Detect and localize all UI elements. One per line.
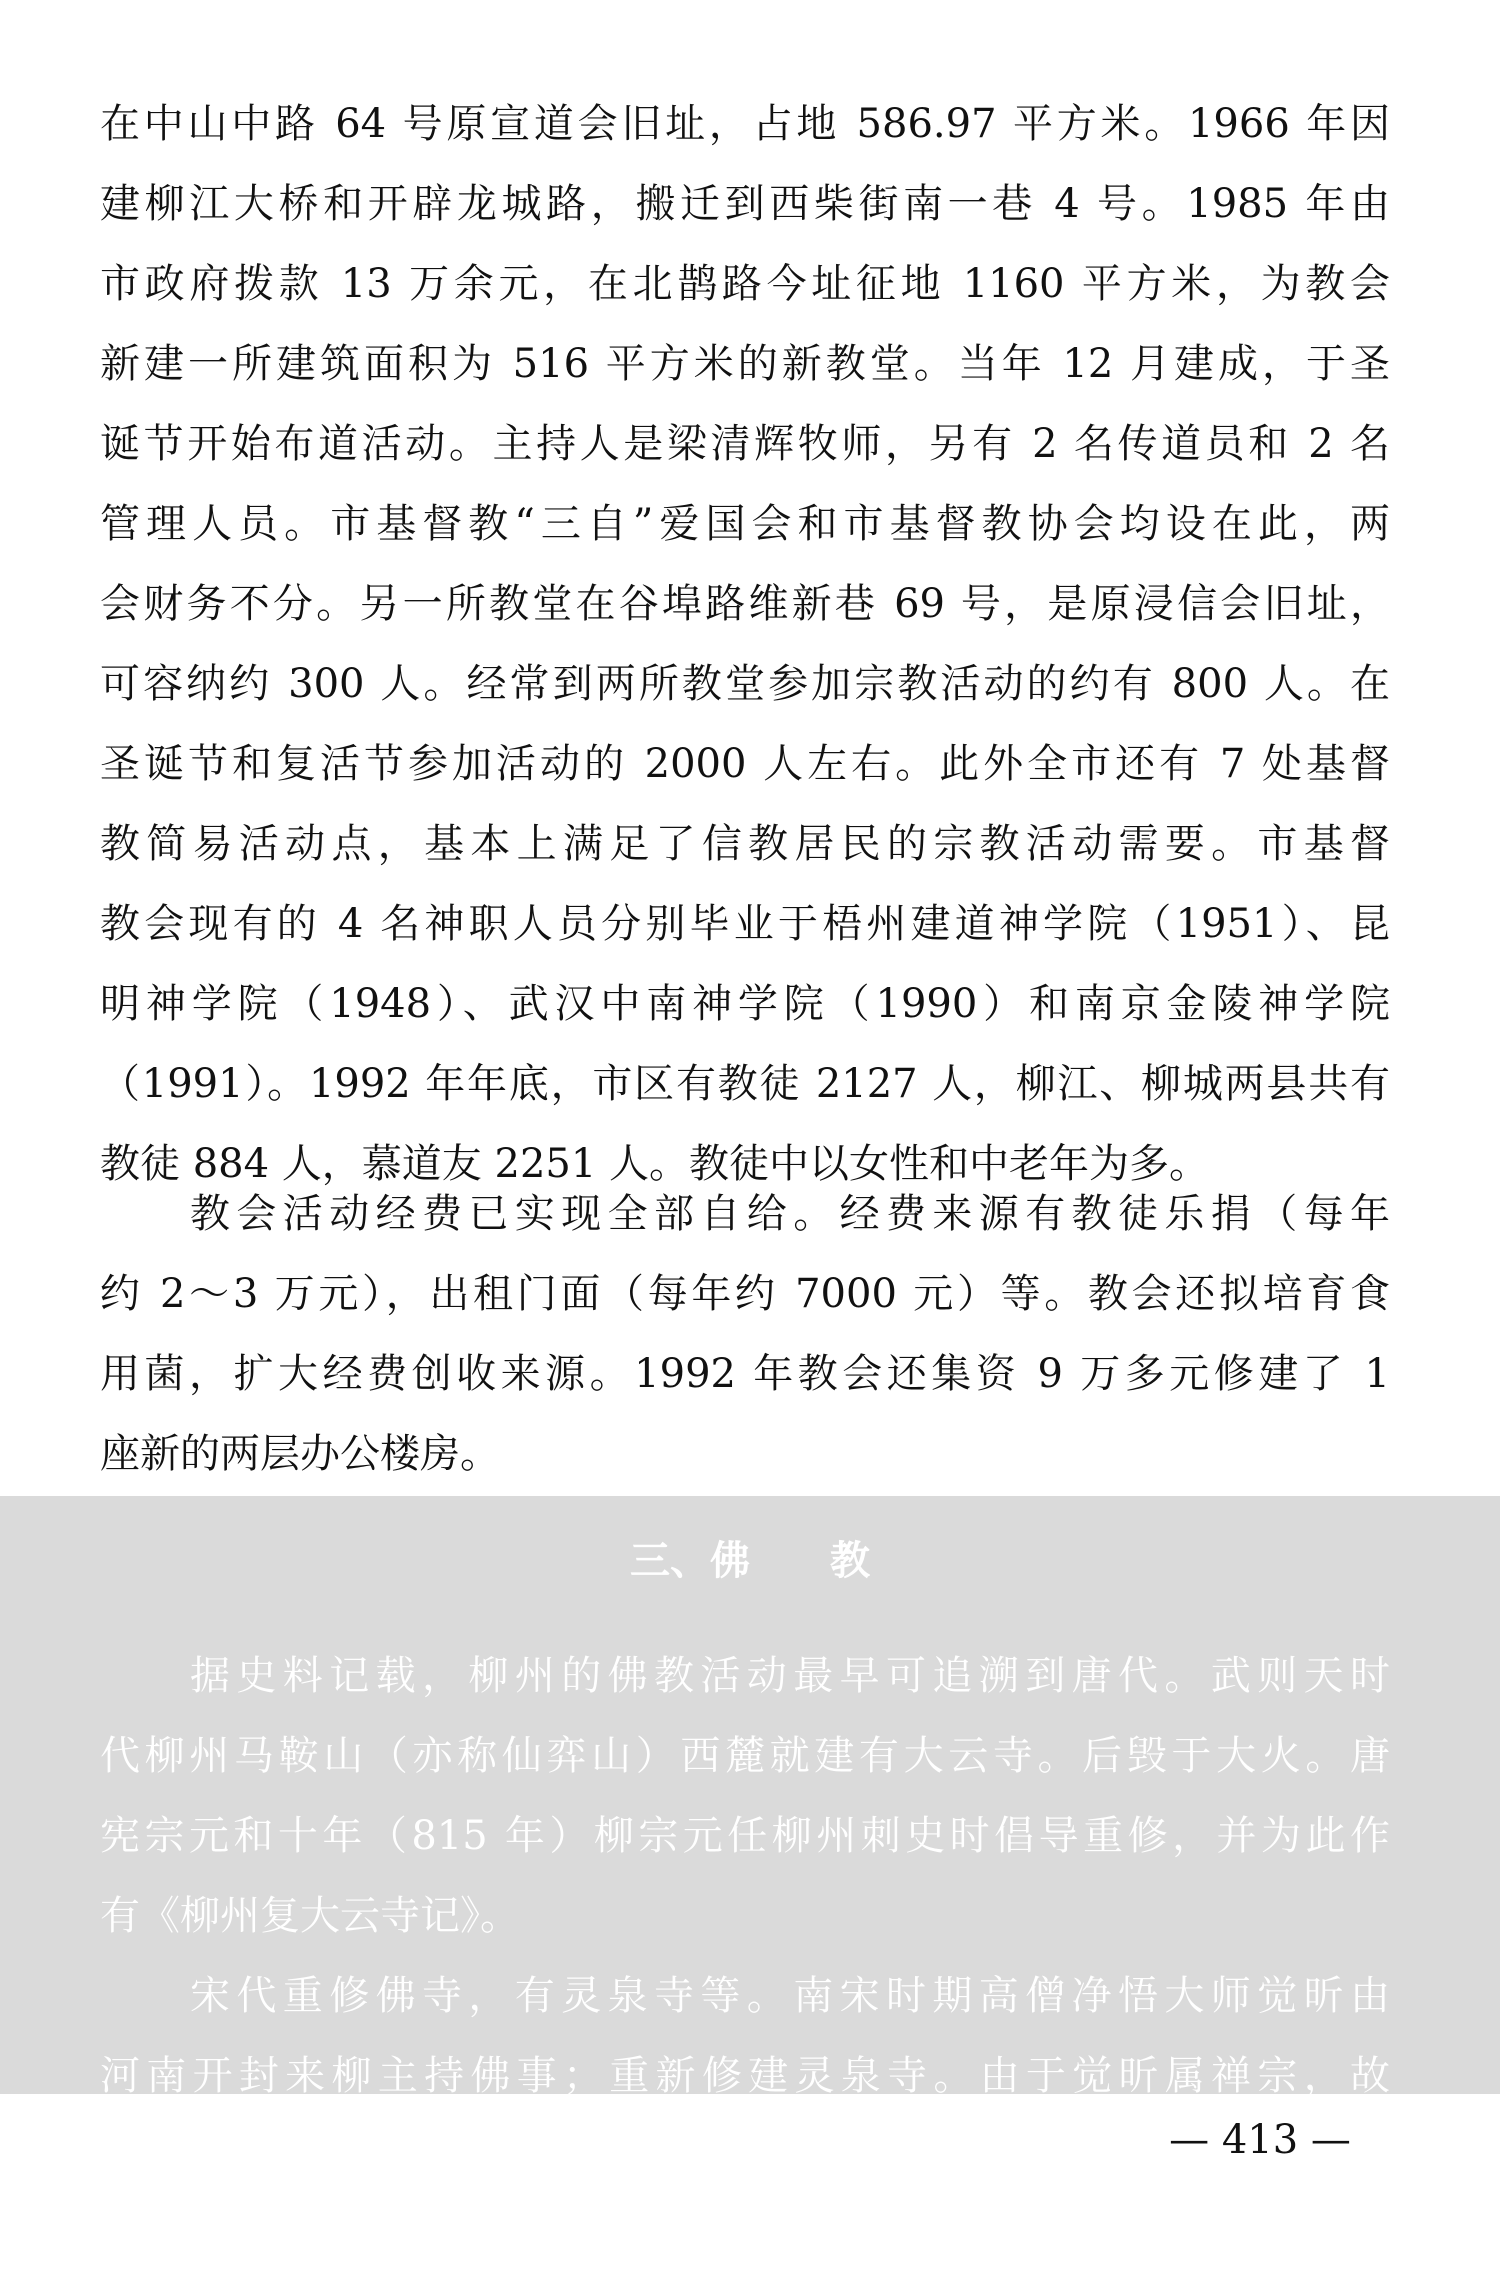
text-line: 明神学院（1948）、武汉中南神学院（1990）和南京金陵神学院 <box>100 981 1390 1027</box>
section-heading: 三、佛 教 <box>630 1537 870 1584</box>
text-line: 教会活动经费已实现全部自给。经费来源有教徒乐捐（每年 <box>190 1191 1390 1237</box>
body-paragraph-2 <box>100 1174 1390 1494</box>
text-line: 约 2～3 万元），出租门面（每年约 7000 元）等。教会还拟培育食 <box>100 1271 1390 1317</box>
text-line: 据史料记载，柳州的佛教活动最早可追溯到唐代。武则天时 <box>190 1653 1390 1699</box>
text-line: 管理人员。市基督教“三自”爱国会和市基督教协会均设在此，两 <box>100 501 1390 547</box>
text-line: （1991）。1992 年年底，市区有教徒 2127 人，柳江、柳城两县共有 <box>100 1061 1390 1107</box>
text-line: 教会现有的 4 名神职人员分别毕业于梧州建道神学院（1951）、昆 <box>100 901 1390 947</box>
text-line: 代柳州马鞍山（亦称仙弈山）西麓就建有大云寺。后毁于大火。唐 <box>100 1733 1390 1779</box>
section-paragraph-2 <box>100 1956 1390 2116</box>
text-line: 教简易活动点，基本上满足了信教居民的宗教活动需要。市基督 <box>100 821 1390 867</box>
text-line: 可容纳约 300 人。经常到两所教堂参加宗教活动的约有 800 人。在 <box>100 661 1390 707</box>
text-line: 在中山中路 64 号原宣道会旧址，占地 586.97 平方米。1966 年因 <box>100 101 1390 147</box>
text-line: 诞节开始布道活动。主持人是梁清辉牧师，另有 2 名传道员和 2 名 <box>100 421 1390 467</box>
text-line: 有《柳州复大云寺记》。 <box>100 1893 520 1939</box>
text-line: 用菌，扩大经费创收来源。1992 年教会还集资 9 万多元修建了 1 <box>100 1351 1390 1397</box>
text-line: 建柳江大桥和开辟龙城路，搬迁到西柴街南一巷 4 号。1985 年由 <box>100 181 1390 227</box>
text-line: 市政府拨款 13 万余元，在北鹊路今址征地 1160 平方米，为教会 <box>100 261 1390 307</box>
text-line: 教徒 884 人，慕道友 2251 人。教徒中以女性和中老年为多。 <box>100 1141 1210 1187</box>
page-number: — 413 — <box>1169 2117 1351 2163</box>
text-line: 新建一所建筑面积为 516 平方米的新教堂。当年 12 月建成，于圣 <box>100 341 1390 387</box>
text-line: 座新的两层办公楼房。 <box>100 1431 500 1477</box>
text-line: 河南开封来柳主持佛事；重新修建灵泉寺。由于觉昕属禅宗，故 <box>100 2053 1390 2099</box>
text-line: 圣诞节和复活节参加活动的 2000 人左右。此外全市还有 7 处基督 <box>100 741 1390 787</box>
section-paragraph-1 <box>100 1636 1390 1956</box>
body-paragraph-1 <box>100 84 1390 1204</box>
text-line: 宋代重修佛寺，有灵泉寺等。南宋时期高僧净悟大师觉昕由 <box>190 1973 1390 2019</box>
text-line: 宪宗元和十年（815 年）柳宗元任柳州刺史时倡导重修，并为此作 <box>100 1813 1390 1859</box>
text-line: 会财务不分。另一所教堂在谷埠路维新巷 69 号，是原浸信会旧址， <box>100 581 1390 627</box>
